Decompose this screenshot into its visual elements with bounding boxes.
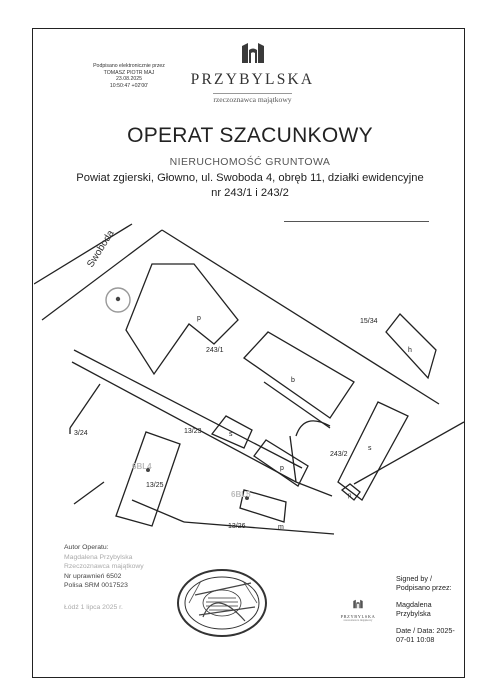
building-13-25 (116, 432, 180, 526)
label-parcel-13-23: 13/23 (184, 428, 202, 435)
author-policy: Polisa SRM 0017523 (64, 582, 128, 590)
author-place-date: Łódź 1 lipca 2025 r. (64, 603, 123, 611)
author-license: Nr uprawnień 6502 (64, 572, 122, 580)
label-m: m (278, 524, 284, 531)
sign-date-value: 07-01 10:08 (396, 635, 435, 645)
label-s: s (229, 431, 233, 438)
building-p (126, 264, 238, 374)
marker-6bl5: 6BL5 (231, 490, 251, 499)
label-p: p (197, 315, 201, 322)
parcel-boundary (354, 422, 464, 484)
label-parcel-243-2: 243/2 (330, 451, 348, 458)
property-location: Powiat zgierski, Głowno, ul. Swoboda 4, obręb 11, działki ewidencyjne (76, 172, 424, 184)
parcel-boundary (132, 500, 184, 522)
author-name: Magdalena Przybylska (64, 553, 133, 561)
signed-by-label-pl: Podpisano przez: (396, 583, 452, 593)
property-parcels: nr 243/1 i 243/2 (211, 187, 289, 199)
label-parcel-13-26: 13/26 (228, 523, 246, 530)
parcel-boundary (296, 482, 332, 496)
esig-time: 10:50:47 +02'00' (109, 82, 149, 89)
logo-name: PRZYBYLSKA (190, 71, 315, 88)
building-b (244, 332, 354, 418)
location-marker-dot (116, 297, 120, 301)
esig-line: Podpisano elektronicznie przez (93, 63, 165, 69)
mini-logo (337, 596, 379, 622)
parcel-boundary (74, 482, 104, 504)
mini-logo-name: PRZYBYLSKA (340, 614, 376, 619)
esig-signer: TOMASZ PIOTR MAJ (103, 69, 155, 76)
label-h: h (408, 347, 412, 354)
parcel-boundary (184, 522, 334, 534)
signer-first-name: Magdalena (396, 599, 432, 609)
esig-date: 23.08.2025 (116, 76, 142, 83)
cadastral-map (34, 222, 464, 542)
author-role: Rzeczoznawca majątkowy (64, 563, 144, 571)
mini-logo-tagline: rzeczoznawca majątkowy (343, 619, 373, 622)
document-title: OPERAT SZACUNKOWY (127, 124, 373, 147)
signer-last-name: Przybylska (396, 609, 431, 619)
signed-by-label: Signed by / (396, 574, 432, 583)
label-parcel-3-24: 3/24 (74, 430, 88, 437)
parcel-boundary (264, 382, 330, 428)
label-parcel-243-1: 243/1 (206, 347, 224, 354)
official-stamp (175, 567, 270, 639)
parcel-boundary (290, 436, 296, 482)
building-arch-icon (352, 599, 364, 609)
company-logo (180, 42, 325, 107)
author-heading: Autor Operatu: (64, 544, 109, 551)
electronic-signature-block (75, 63, 183, 89)
label-p-small: p (280, 465, 284, 472)
parcel-boundary (296, 421, 330, 436)
street-label: Swoboda (85, 228, 117, 270)
parcel-boundary (72, 362, 296, 482)
label-parcel-15-34: 15/34 (360, 318, 378, 325)
marker-6bl4: 6BL4 (132, 462, 152, 471)
parcel-boundary (70, 384, 100, 428)
digital-signature-info (396, 574, 464, 644)
document-subtitle: NIERUCHOMOŚĆ GRUNTOWA (169, 156, 331, 168)
label-parcel-13-25: 13/25 (146, 482, 164, 489)
label-s-large: s (368, 445, 372, 452)
street-edge (34, 224, 132, 284)
building-h (386, 314, 436, 378)
logo-tagline: rzeczoznawca majątkowy (213, 95, 292, 104)
sign-date-label: Date / Data: 2025- (396, 625, 455, 635)
label-b: b (291, 377, 295, 384)
label-p-tiny: p (348, 493, 352, 499)
parcel-boundary (74, 350, 302, 468)
building-arch-icon (239, 42, 267, 64)
